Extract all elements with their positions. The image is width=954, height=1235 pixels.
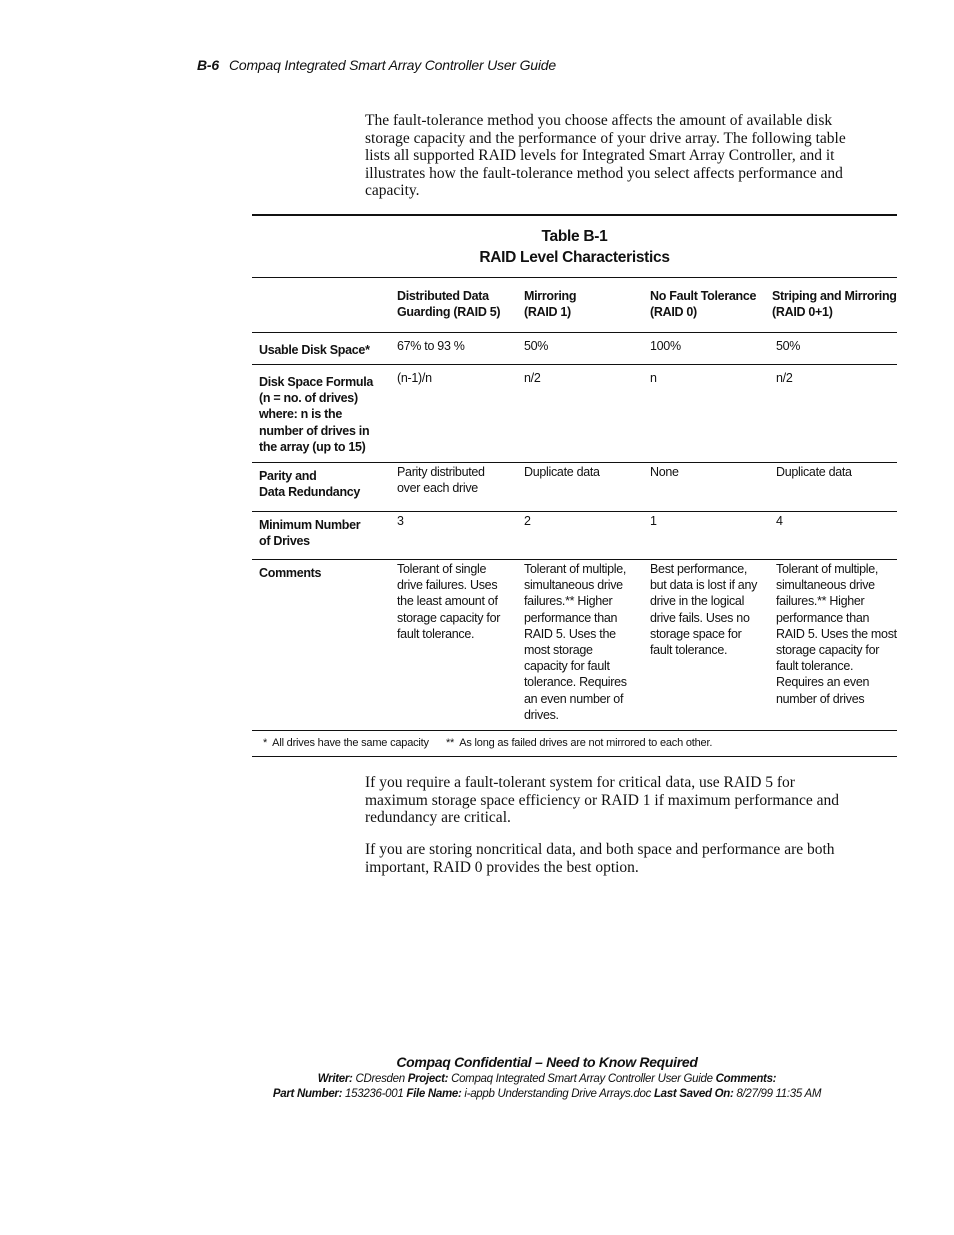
text-line: If you require a fault-tolerant system for critical data, use RAID 5 for [365, 774, 795, 791]
cell-line: Best performance, [650, 562, 748, 576]
table-footnote: * All drives have the same capacity ** As long as failed drives are not mirrored to each other. [263, 737, 713, 749]
body-paragraph [365, 841, 865, 876]
cell-line: 50% [524, 339, 549, 353]
body-paragraph [365, 774, 865, 827]
cell-line: (n = no. of drives) [259, 391, 358, 406]
column-header [524, 288, 576, 320]
table-cell [397, 561, 500, 642]
writer-value: CDresden [355, 1073, 405, 1085]
cell-line: Tolerant of multiple, [524, 562, 627, 576]
part-number-value: 153236-001 [345, 1088, 404, 1100]
table-cell [776, 370, 792, 386]
row-label [259, 342, 370, 358]
cell-line: Duplicate data [776, 465, 852, 479]
cell-line: storage space for [650, 626, 742, 641]
cell-line: number of drives in [259, 423, 370, 438]
cell-line: n/2 [776, 371, 793, 385]
cell-line: where: n is the [259, 407, 343, 422]
table-cell [650, 561, 757, 658]
cell-line: the least amount of [397, 594, 498, 609]
text-line: If you are storing noncritical data, and both space and performance are both [365, 841, 835, 858]
column-header [772, 288, 897, 320]
cell-line: drive fails. Uses no [650, 610, 750, 625]
cell-line: (RAID 0) [650, 305, 697, 320]
cell-line: number of drives [776, 691, 865, 706]
column-header [650, 288, 756, 320]
table-number: Table B-1 [541, 228, 608, 245]
table-cell [524, 513, 531, 529]
cell-line: storage capacity for [776, 643, 880, 658]
text-line: redundancy are critical. [365, 809, 511, 826]
row-divider [252, 511, 897, 512]
cell-line: the array (up to 15) [259, 439, 366, 454]
table-cell [524, 338, 548, 354]
text-line: illustrates how the fault-tolerance method you select affects performance and [365, 164, 843, 182]
cell-line: over each drive [397, 481, 478, 496]
cell-line: capacity for fault [524, 659, 610, 674]
cell-line: 1 [650, 514, 657, 528]
cell-line: of Drives [259, 534, 310, 549]
cell-line: (RAID 1) [524, 305, 571, 320]
document-title: Compaq Integrated Smart Array Controller User Guide [228, 57, 556, 73]
cell-line: 4 [776, 514, 783, 528]
table-cell [397, 464, 485, 496]
cell-line: Disk Space Formula [259, 375, 374, 389]
cell-line: drive failures. Uses [397, 578, 498, 593]
cell-line: RAID 5. Uses the [524, 626, 616, 641]
table-header-rule [252, 277, 897, 278]
table-cell [397, 338, 465, 354]
cell-line: performance than [524, 610, 618, 625]
table-cell [776, 513, 783, 529]
file-name-label: File Name: [406, 1088, 462, 1100]
file-name-value: i-appb Understanding Drive Arrays.doc [464, 1088, 652, 1100]
table-bottom-rule [252, 730, 897, 731]
page-header [197, 57, 556, 73]
cell-line: tolerance. Requires [524, 675, 627, 690]
comments-label: Comments: [715, 1073, 777, 1085]
cell-line: (RAID 0+1) [772, 305, 833, 320]
project-label: Project: [407, 1073, 449, 1085]
table-top-rule [252, 214, 897, 216]
cell-line: Parity and [259, 469, 317, 483]
footnote-rule [252, 756, 897, 757]
table-cell [650, 513, 657, 529]
table-cell [524, 561, 627, 723]
row-label [259, 517, 360, 549]
table-cell [650, 370, 657, 386]
cell-line: an even number of [524, 691, 624, 706]
cell-line: 50% [776, 339, 801, 353]
text-line: capacity. [365, 182, 420, 199]
text-line: storage capacity and the performance of your drive array. The following table [365, 129, 846, 147]
cell-line: Requires an even [776, 675, 870, 690]
cell-line: Comments [259, 566, 322, 580]
row-divider [252, 332, 897, 333]
cell-line: Duplicate data [524, 465, 600, 479]
footer-meta-line [0, 1073, 954, 1085]
cell-line: 67% to 93 % [397, 339, 465, 353]
part-number-label: Part Number: [272, 1088, 343, 1100]
row-divider [252, 364, 897, 365]
table-cell [776, 561, 897, 707]
table-cell [776, 338, 800, 354]
cell-line: simultaneous drive [524, 578, 623, 593]
cell-line: failures.** Higher [776, 594, 865, 609]
table-title: RAID Level Characteristics [479, 249, 670, 266]
last-saved-value: 8/27/99 11:35 AM [736, 1088, 822, 1100]
cell-line: Minimum Number [259, 518, 361, 532]
cell-line: fault tolerance. [650, 643, 728, 658]
cell-line: n [650, 371, 657, 385]
cell-line: Distributed Data [397, 289, 489, 303]
cell-line: Tolerant of multiple, [776, 562, 879, 576]
cell-line: 100% [650, 339, 681, 353]
page-number: B-6 [197, 57, 219, 73]
cell-line: simultaneous drive [776, 578, 875, 593]
text-line: lists all supported RAID levels for Integrated Smart Array Controller, and it [365, 147, 835, 164]
cell-line: Guarding (RAID 5) [397, 305, 501, 320]
text-line: important, RAID 0 provides the best option. [365, 858, 639, 876]
row-label [259, 468, 360, 500]
cell-line: fault tolerance. [397, 626, 475, 641]
row-label [259, 374, 373, 455]
cell-line: RAID 5. Uses the most [776, 626, 897, 641]
cell-line: 2 [524, 514, 531, 528]
cell-line: failures.** Higher [524, 594, 613, 609]
cell-line: most storage [524, 643, 593, 658]
table-caption [252, 226, 897, 268]
cell-line: Tolerant of single [397, 562, 487, 576]
table-cell [524, 464, 600, 480]
cell-line: drives. [524, 707, 559, 722]
cell-line: No Fault Tolerance [650, 289, 757, 303]
confidential-notice: Compaq Confidential – Need to Know Required [396, 1054, 698, 1070]
footer-meta-line [0, 1088, 954, 1100]
cell-line: None [650, 465, 679, 479]
text-line: maximum storage space efficiency or RAID 1 if maximum performance and [365, 791, 840, 809]
last-saved-label: Last Saved On: [653, 1088, 734, 1100]
cell-line: Parity distributed [397, 465, 485, 479]
cell-line: 3 [397, 514, 404, 528]
row-label [259, 565, 321, 581]
writer-label: Writer: [317, 1073, 353, 1085]
cell-line: Mirroring [524, 289, 577, 303]
row-divider [252, 462, 897, 463]
cell-line: drive in the logical [650, 594, 745, 609]
cell-line: storage capacity for [397, 610, 501, 625]
row-divider [252, 559, 897, 560]
cell-line: performance than [776, 610, 870, 625]
table-cell [524, 370, 540, 386]
table-cell [650, 464, 679, 480]
column-header [397, 288, 500, 320]
intro-paragraph [365, 112, 865, 200]
table-cell [397, 370, 432, 386]
table-cell [776, 464, 852, 480]
text-line: The fault-tolerance method you choose affects the amount of available disk [365, 112, 833, 129]
table-cell [397, 513, 404, 529]
cell-line: n/2 [524, 371, 541, 385]
project-value: Compaq Integrated Smart Array Controller User Guide [451, 1073, 713, 1085]
cell-line: Striping and Mirroring [772, 289, 897, 303]
table-cell [650, 338, 681, 354]
cell-line: but data is lost if any [650, 578, 758, 593]
cell-line: fault tolerance. [776, 659, 854, 674]
cell-line: Data Redundancy [259, 485, 361, 500]
cell-line: (n-1)/n [397, 371, 432, 385]
cell-line: Usable Disk Space* [259, 343, 370, 357]
